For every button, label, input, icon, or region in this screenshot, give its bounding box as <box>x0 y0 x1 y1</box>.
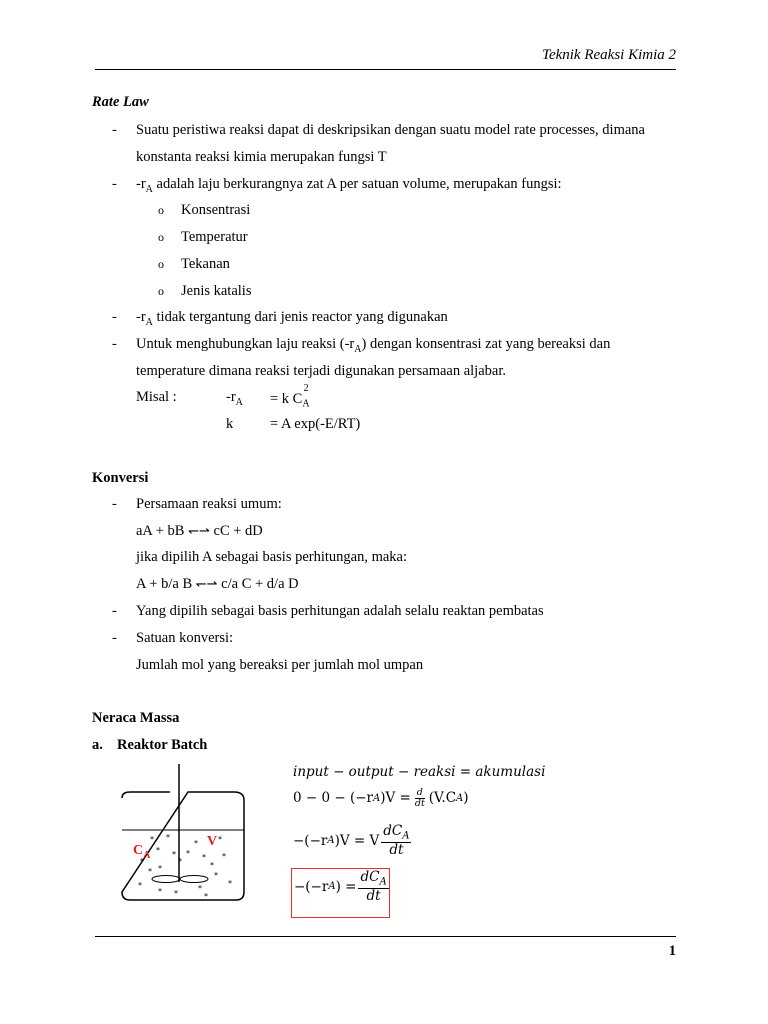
svg-text:*: * <box>194 839 198 848</box>
svg-text:*: * <box>210 861 214 870</box>
svg-text:*: * <box>140 857 144 866</box>
konversi-equation1: aA + bB ↽⇀ cC + dD <box>136 523 263 539</box>
mass-balance-eq2: 0 − 0 − (−r A )V = $\frac{d}{dt}$ (V.C A ) <box>293 787 469 809</box>
svg-text:*: * <box>150 835 154 844</box>
svg-text:*: * <box>148 867 152 876</box>
neraca-heading: Neraca Massa <box>92 710 180 726</box>
misal-rhs1: = k $C_A^2$ <box>270 383 310 410</box>
bullet-dash: - <box>112 176 117 192</box>
rate-law-bullet2: $-r_A$ adalah laju berkurangnya zat A per satuan volume, merupakan fungsi: <box>136 176 562 195</box>
diagram-ca-label: $C_A$ <box>133 843 151 861</box>
svg-text:*: * <box>218 835 222 844</box>
svg-text:*: * <box>214 871 218 880</box>
sub-item: Jenis katalis <box>181 283 252 299</box>
konversi-bullet2: Yang dipilih sebagai basis perhitungan adalah selalu reaktan pembatas <box>136 603 544 619</box>
header-title: Teknik Reaksi Kimia 2 <box>541 47 676 63</box>
rate-law-bullet1-line2: konstanta reaksi kimia merupakan fungsi T <box>136 149 387 165</box>
diagram-v-label: V <box>207 834 218 849</box>
misal-label: Misal : <box>136 389 177 405</box>
bullet-dash: - <box>112 309 117 325</box>
konversi-bullet1: Persamaan reaksi umum: <box>136 496 282 512</box>
konversi-heading: Konversi <box>92 470 149 486</box>
konversi-line3: jika dipilih A sebagai basis perhitungan, maka: <box>136 549 408 565</box>
batch-reactor-diagram <box>118 760 258 910</box>
circle-bullet: o <box>158 257 164 271</box>
circle-bullet: o <box>158 230 164 244</box>
bullet-dash: - <box>112 630 117 646</box>
rate-law-heading: Rate Law <box>92 94 149 110</box>
page-number: 1 <box>668 943 676 959</box>
rate-law-bullet1-line1: Suatu peristiwa reaksi dapat di deskripsikan dengan suatu model rate processes, dimana <box>136 122 645 138</box>
svg-text:*: * <box>166 833 170 842</box>
svg-text:*: * <box>204 892 208 901</box>
bullet-dash: - <box>112 496 117 512</box>
svg-text:*: * <box>178 857 182 866</box>
svg-text:*: * <box>158 887 162 896</box>
misal-lhs2: k <box>226 416 234 432</box>
svg-text:*: * <box>138 881 142 890</box>
svg-text:*: * <box>198 884 202 893</box>
circle-bullet: o <box>158 284 164 298</box>
svg-text:*: * <box>228 879 232 888</box>
bullet-dash: - <box>112 603 117 619</box>
rate-law-bullet3: $-r_A$ tidak tergantung dari jenis reactor yang digunakan <box>136 309 448 328</box>
mass-balance-eq1: input − output − reaksi = akumulasi <box>293 764 546 780</box>
konversi-bullet3: Satuan konversi: <box>136 630 234 646</box>
misal-rhs2: = A exp(-E/RT) <box>270 416 361 432</box>
circle-bullet: o <box>158 203 164 217</box>
header-rule <box>95 69 676 70</box>
bullet-dash: - <box>112 336 117 352</box>
svg-text:*: * <box>186 849 190 858</box>
bullet-dash: - <box>112 122 117 138</box>
sub-item: Tekanan <box>181 256 230 272</box>
neraca-sub-letter: a. <box>92 737 103 753</box>
mass-balance-eq3: −(−r A )V = V $\frac{dC_A}{dt}$ <box>293 823 410 859</box>
sub-item: Konsentrasi <box>181 202 251 218</box>
mass-balance-eq4: −(−r A ) = $\frac{dC_A}{dt}$ <box>294 869 387 905</box>
misal-lhs1: $-r_A$ <box>226 389 243 408</box>
svg-text:*: * <box>158 864 162 873</box>
svg-text:*: * <box>172 850 176 859</box>
footer-rule <box>95 936 676 937</box>
sub-item: Temperatur <box>181 229 248 245</box>
konversi-last-line: Jumlah mol yang bereaksi per jumlah mol umpan <box>136 657 424 673</box>
rate-law-bullet4-line1: Untuk menghubungkan laju reaksi $(-r_A)$ dengan konsentrasi zat yang bereaksi dan <box>136 336 611 355</box>
rate-law-bullet4-line2: temperature dimana reaksi terjadi digunakan persamaan aljabar. <box>136 363 506 379</box>
equilibrium-arrow-icon: ↽⇀ <box>188 524 210 539</box>
equilibrium-arrow-icon: ↽⇀ <box>195 577 218 592</box>
svg-text:*: * <box>222 852 226 861</box>
konversi-equation2: A + b/a B ↽⇀ c/a C + d/a D <box>136 576 299 592</box>
neraca-sub-heading: Reaktor Batch <box>117 737 208 753</box>
svg-text:*: * <box>156 846 160 855</box>
svg-text:*: * <box>174 889 178 898</box>
svg-text:*: * <box>202 853 206 862</box>
